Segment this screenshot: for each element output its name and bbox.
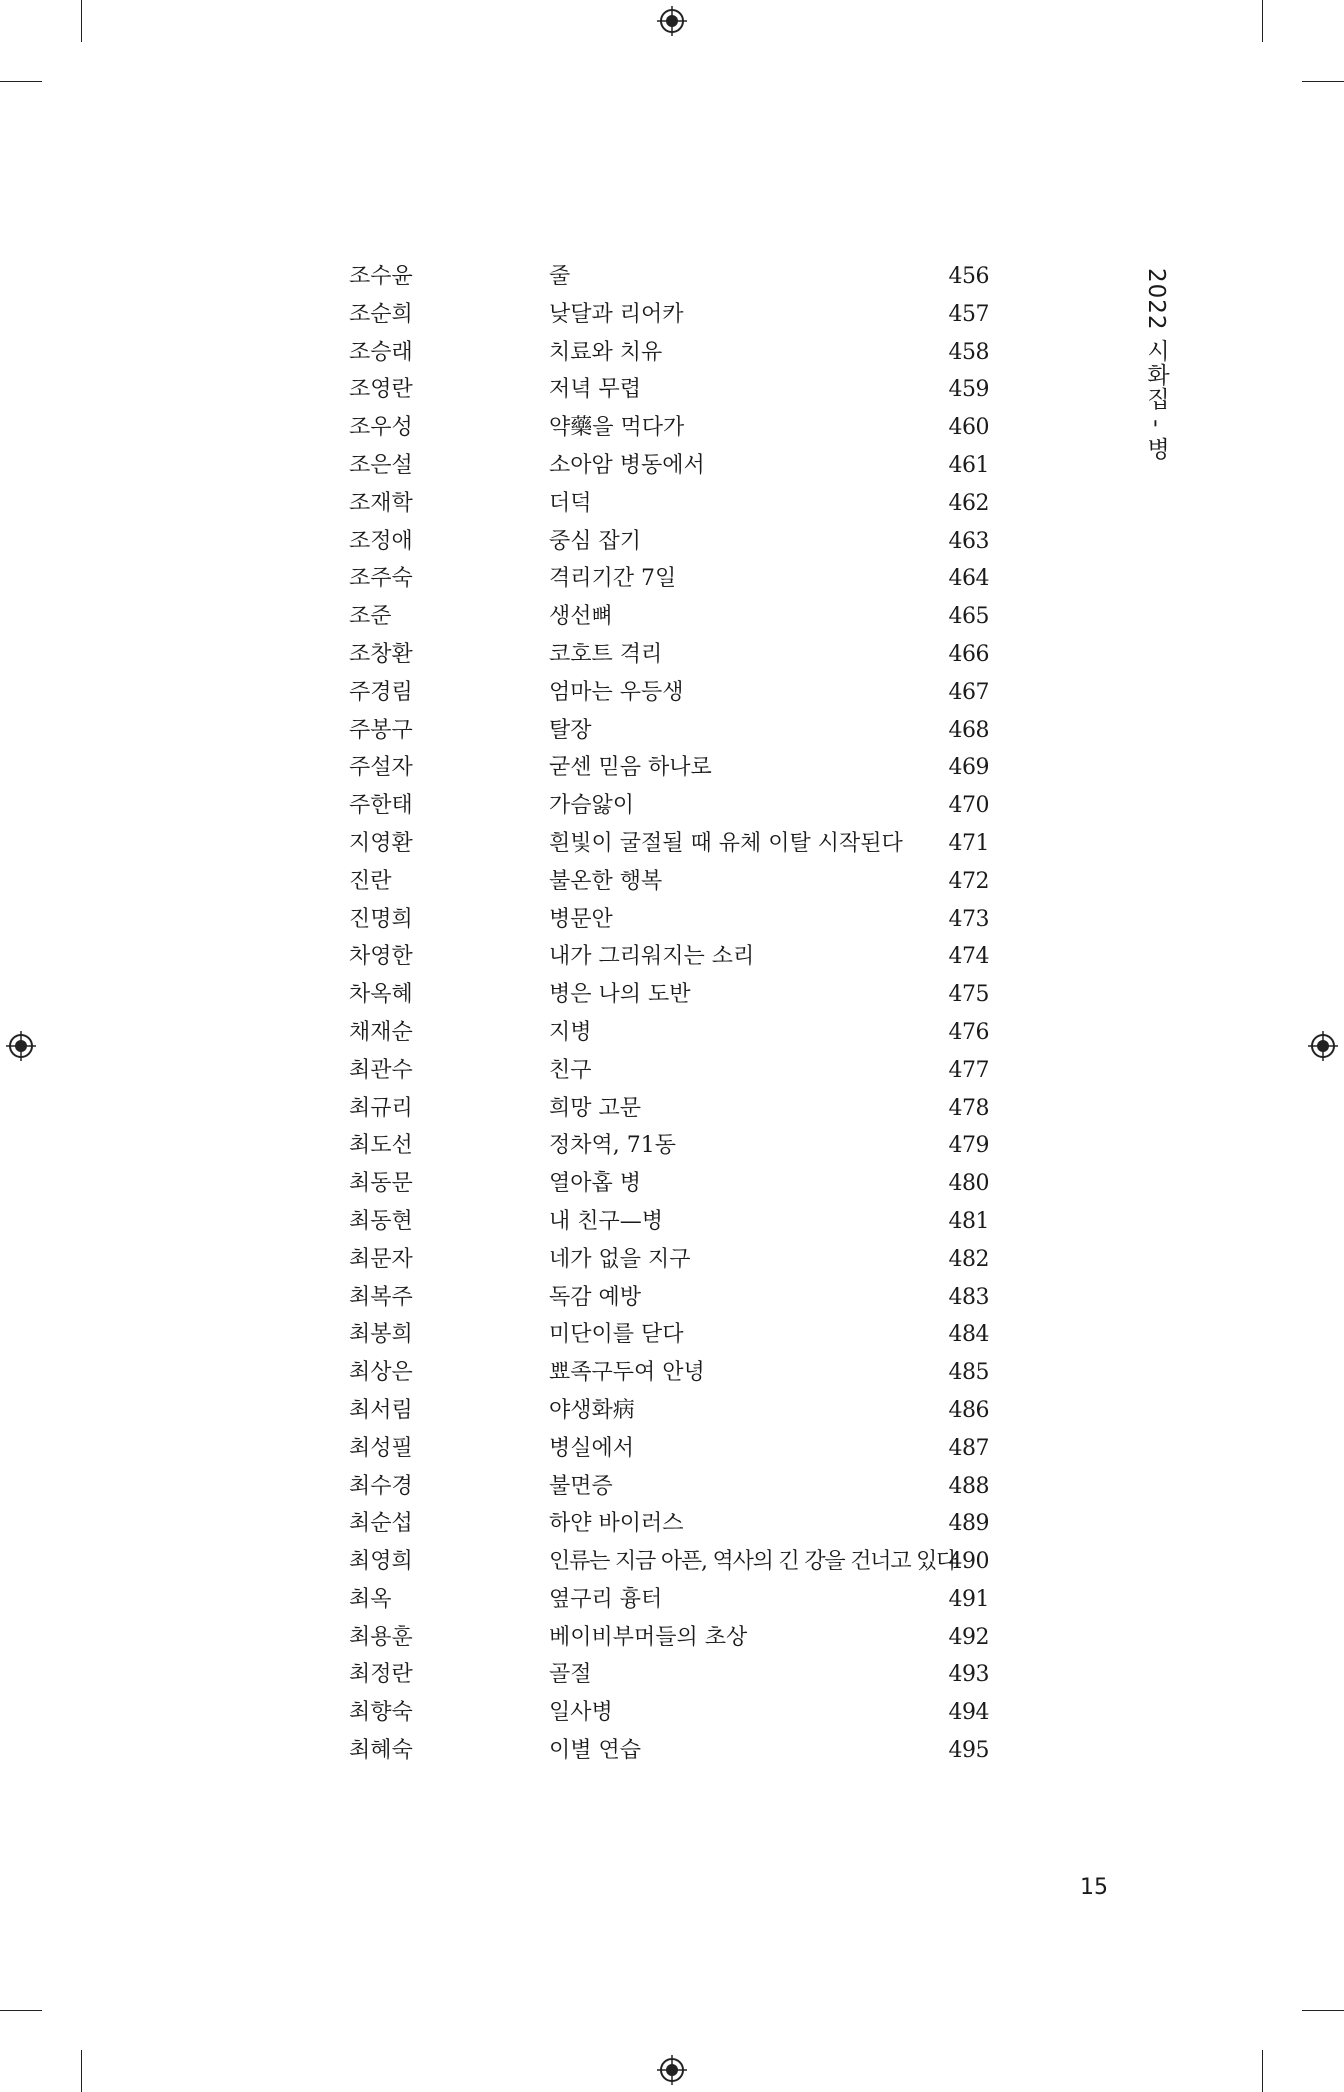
running-head: 2022 시화집 - 병 — [1143, 268, 1169, 461]
toc-entry — [349, 334, 989, 372]
toc-title: 옆구리 흉터 — [549, 1586, 663, 1612]
toc-page-number: 457 — [948, 301, 989, 327]
crop-mark-bottom-left-vertical — [81, 2050, 82, 2092]
toc-page-number: 472 — [948, 868, 989, 894]
toc-author: 최도선 — [349, 1133, 413, 1159]
toc-page-number: 468 — [948, 717, 989, 743]
page-number: 15 — [1080, 1875, 1108, 1900]
toc-entry — [349, 1241, 989, 1279]
toc-entry — [349, 1694, 989, 1732]
toc-page-number: 486 — [948, 1397, 989, 1423]
toc-page-number: 465 — [948, 604, 989, 630]
crop-mark-top-left-horizontal — [0, 81, 42, 82]
toc-title: 뾰족구두여 안녕 — [549, 1360, 705, 1386]
toc-page-number: 478 — [948, 1095, 989, 1121]
toc-entry — [349, 1203, 989, 1241]
toc-page-number: 456 — [948, 264, 989, 289]
toc-page-number: 487 — [948, 1435, 989, 1461]
toc-author: 주한태 — [349, 793, 413, 819]
toc-entry — [349, 1543, 989, 1581]
toc-title: 불면증 — [549, 1473, 613, 1499]
toc-entry — [349, 1165, 989, 1203]
toc-title: 병실에서 — [549, 1435, 635, 1461]
toc-author: 최성필 — [349, 1435, 413, 1461]
toc-page-number: 469 — [948, 755, 989, 781]
toc-title: 골절 — [549, 1662, 592, 1688]
toc-entry — [349, 1014, 989, 1052]
toc-page-number: 476 — [948, 1019, 989, 1045]
toc-title: 불온한 행복 — [549, 868, 663, 894]
toc-author: 최용훈 — [349, 1624, 413, 1650]
toc-author: 최복주 — [349, 1284, 413, 1310]
toc-page-number: 488 — [948, 1473, 989, 1499]
toc-entry — [349, 1354, 989, 1392]
toc-page-number: 467 — [948, 679, 989, 705]
crop-mark-bottom-right-vertical — [1262, 2050, 1263, 2092]
toc-page-number: 473 — [948, 906, 989, 932]
toc-page-number: 462 — [948, 490, 989, 516]
toc-title: 미단이를 닫다 — [549, 1322, 684, 1348]
toc-page-number: 495 — [948, 1738, 989, 1764]
toc-page-number: 460 — [948, 415, 989, 441]
toc-entry — [349, 1279, 989, 1317]
toc-page-number: 470 — [948, 793, 989, 819]
toc-page-number: 489 — [948, 1511, 989, 1537]
toc-entry — [349, 523, 989, 561]
toc-title: 낮달과 리어카 — [549, 301, 684, 327]
toc-page-number: 493 — [948, 1662, 989, 1688]
toc-page-number: 491 — [948, 1586, 989, 1612]
crop-mark-top-right-horizontal — [1302, 81, 1344, 82]
toc-entry — [349, 1505, 989, 1543]
crop-mark-top-left-vertical — [81, 0, 82, 42]
crop-mark-bottom-left-horizontal — [0, 2010, 42, 2011]
toc-title: 소아암 병동에서 — [549, 452, 705, 478]
toc-title: 하얀 바이러스 — [549, 1511, 684, 1537]
toc-title: 격리기간 7일 — [549, 566, 677, 592]
toc-page-number: 482 — [948, 1246, 989, 1272]
toc-title: 약藥을 먹다가 — [549, 415, 685, 441]
toc-title: 정차역, 71동 — [549, 1133, 676, 1159]
toc-title: 병은 나의 도반 — [549, 982, 691, 1008]
toc-title: 줄 — [549, 264, 571, 289]
toc-page-number: 477 — [948, 1057, 989, 1083]
toc-title: 굳센 믿음 하나로 — [549, 755, 712, 781]
toc-author: 조창환 — [349, 641, 413, 667]
toc-entry — [349, 409, 989, 447]
toc-title: 생선뼈 — [549, 604, 613, 630]
toc-page-number: 492 — [948, 1624, 989, 1650]
toc-title: 인류는 지금 아픈, 역사의 긴 강을 건너고 있다 — [549, 1549, 957, 1575]
toc-page-number: 483 — [948, 1284, 989, 1310]
toc-entry — [349, 1052, 989, 1090]
toc-title: 엄마는 우등생 — [549, 679, 684, 705]
toc-author: 최수경 — [349, 1473, 413, 1499]
toc-title: 중심 잡기 — [549, 528, 642, 554]
toc-title: 더덕 — [549, 490, 592, 516]
toc-entry — [349, 712, 989, 750]
toc-author: 주설자 — [349, 755, 413, 781]
registration-mark-icon — [1308, 1031, 1338, 1061]
toc-author: 최순섭 — [349, 1511, 413, 1537]
toc-page-number: 480 — [948, 1171, 989, 1197]
toc-author: 진란 — [349, 868, 392, 894]
toc-author: 최향숙 — [349, 1700, 413, 1726]
toc-title: 베이비부머들의 초상 — [549, 1624, 748, 1650]
toc-author: 채재순 — [349, 1019, 413, 1045]
toc-author: 진명희 — [349, 906, 413, 932]
toc-page-number: 461 — [948, 452, 989, 478]
toc-entry — [349, 1732, 989, 1770]
toc-author: 차옥혜 — [349, 982, 413, 1008]
toc-entry — [349, 598, 989, 636]
toc-title: 병문안 — [549, 906, 613, 932]
toc-entry — [349, 787, 989, 825]
toc-page-number: 466 — [948, 641, 989, 667]
toc-entry — [349, 371, 989, 409]
toc-page-number: 459 — [948, 377, 989, 403]
toc-author: 최동문 — [349, 1171, 413, 1197]
toc-author: 주경림 — [349, 679, 413, 705]
toc-entry — [349, 1656, 989, 1694]
toc-page-number: 463 — [948, 528, 989, 554]
toc-entry — [349, 749, 989, 787]
toc-title: 친구 — [549, 1057, 592, 1083]
toc-entry — [349, 1127, 989, 1165]
toc-entry — [349, 938, 989, 976]
toc-title: 치료와 치유 — [549, 339, 663, 365]
toc-entry — [349, 258, 989, 296]
toc-author: 최규리 — [349, 1095, 413, 1121]
toc-page-number: 479 — [948, 1133, 989, 1159]
toc-title: 탈장 — [549, 717, 592, 743]
toc-entry — [349, 636, 989, 674]
toc-author: 조재학 — [349, 490, 413, 516]
toc-page-number: 464 — [948, 566, 989, 592]
crop-mark-top-right-vertical — [1262, 0, 1263, 42]
toc-page-number: 485 — [948, 1360, 989, 1386]
toc-title: 이별 연습 — [549, 1738, 642, 1764]
toc-entry — [349, 674, 989, 712]
registration-mark-icon — [657, 2055, 687, 2085]
toc-title: 흰빛이 굴절될 때 유체 이탈 시작된다 — [549, 830, 903, 856]
toc-author: 최영희 — [349, 1549, 413, 1575]
toc-author: 조수윤 — [349, 264, 413, 289]
registration-mark-icon — [657, 6, 687, 36]
toc-author: 최관수 — [349, 1057, 413, 1083]
toc-page-number: 490 — [948, 1549, 989, 1575]
toc-title: 희망 고문 — [549, 1095, 642, 1121]
toc-page-number: 474 — [948, 944, 989, 970]
toc-author: 최옥 — [349, 1586, 392, 1612]
crop-mark-bottom-right-horizontal — [1302, 2010, 1344, 2011]
toc-entry — [349, 825, 989, 863]
toc-entry — [349, 976, 989, 1014]
toc-author: 최서림 — [349, 1397, 413, 1423]
toc-entry — [349, 1316, 989, 1354]
toc-entry — [349, 560, 989, 598]
registration-mark-icon — [6, 1031, 36, 1061]
toc-title: 저녁 무렵 — [549, 377, 642, 403]
toc-entry — [349, 485, 989, 523]
toc-page-number: 484 — [948, 1322, 989, 1348]
toc-page-number: 481 — [948, 1208, 989, 1234]
toc-author: 최정란 — [349, 1662, 413, 1688]
toc-author: 차영한 — [349, 944, 413, 970]
toc-author: 최봉희 — [349, 1322, 413, 1348]
toc-title: 지병 — [549, 1019, 592, 1045]
toc-author: 조은설 — [349, 452, 413, 478]
toc-page-number: 458 — [948, 339, 989, 365]
toc-author: 조승래 — [349, 339, 413, 365]
toc-entry — [349, 447, 989, 485]
toc-entry — [349, 863, 989, 901]
toc-entry — [349, 1468, 989, 1506]
toc-title: 내 친구—병 — [549, 1208, 664, 1234]
toc-title: 가슴앓이 — [549, 793, 635, 819]
toc-title: 내가 그리워지는 소리 — [549, 944, 755, 970]
toc-page-number: 475 — [948, 982, 989, 1008]
table-of-contents — [349, 258, 989, 1770]
toc-author: 최문자 — [349, 1246, 413, 1272]
toc-page-number: 494 — [948, 1700, 989, 1726]
toc-title: 독감 예방 — [549, 1284, 642, 1310]
toc-title: 야생화病 — [549, 1397, 635, 1423]
toc-entry — [349, 1430, 989, 1468]
toc-author: 주봉구 — [349, 717, 413, 743]
toc-title: 열아홉 병 — [549, 1171, 642, 1197]
toc-author: 조순희 — [349, 301, 413, 327]
toc-entry — [349, 1581, 989, 1619]
toc-entry — [349, 1619, 989, 1657]
toc-entry — [349, 901, 989, 939]
toc-author: 조준 — [349, 604, 392, 630]
toc-author: 조영란 — [349, 377, 413, 403]
toc-entry — [349, 296, 989, 334]
toc-author: 조정애 — [349, 528, 413, 554]
toc-title: 네가 없을 지구 — [549, 1246, 691, 1272]
toc-author: 조우성 — [349, 415, 413, 441]
toc-author: 조주숙 — [349, 566, 413, 592]
toc-entry — [349, 1090, 989, 1128]
toc-entry — [349, 1392, 989, 1430]
toc-title: 코호트 격리 — [549, 641, 663, 667]
toc-author: 지영환 — [349, 830, 413, 856]
toc-author: 최상은 — [349, 1360, 413, 1386]
toc-page-number: 471 — [948, 830, 989, 856]
toc-title: 일사병 — [549, 1700, 613, 1726]
toc-author: 최동현 — [349, 1208, 413, 1234]
toc-author: 최혜숙 — [349, 1738, 413, 1764]
